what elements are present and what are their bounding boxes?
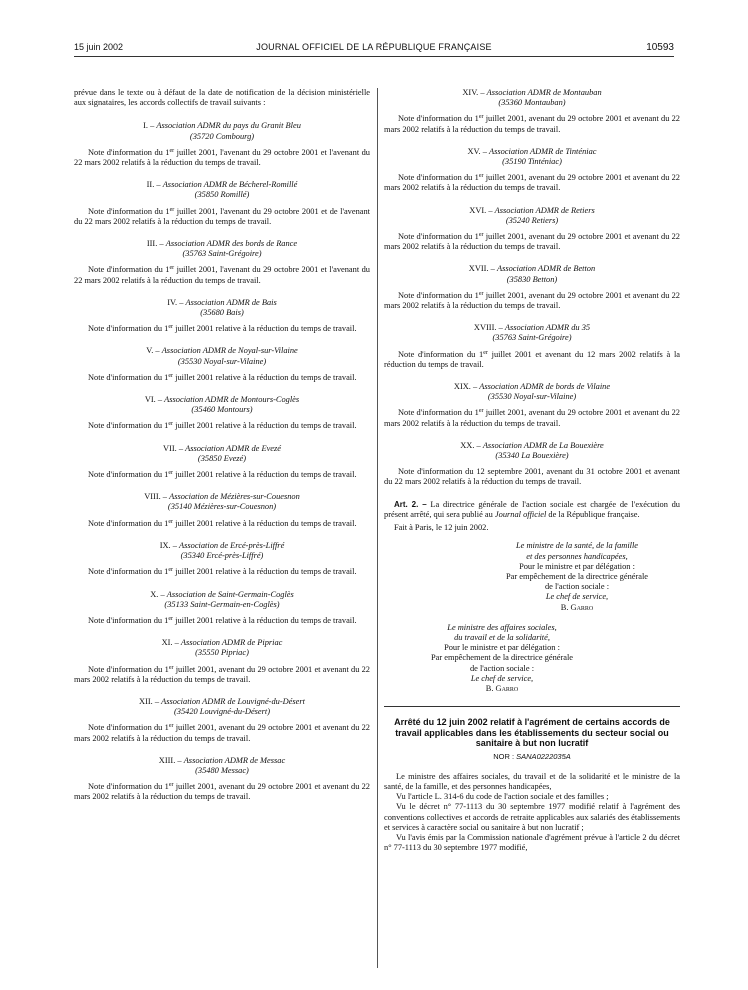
association-name [74,638,370,648]
association-title: Association ADMR de bords de Vilaine [479,382,611,392]
association-city: (35763 Saint-Grégoire) [492,333,572,343]
body-paragraph: Vu le décret n° 77-1113 du 30 septembre 1977 modifié relatif à l'agrément des conventions collectives et accords de retraite applicables aux salariés des établissements et services à caractère social ou sanitaire à but non lucratif ; [384,802,680,832]
sig2-line1: Le ministre des affaires sociales, [447,622,557,632]
association-title: Association ADMR du 35 [504,323,591,333]
dash: – [154,180,163,190]
association-number: IV. [167,297,178,307]
association-name [74,541,370,551]
association-city: (35360 Montauban) [498,98,566,108]
association-name [74,444,370,454]
association-entry [384,441,680,488]
association-note [74,567,370,577]
association-name [384,441,680,451]
note-text-a: Note d'information du 1 [88,615,169,625]
association-city: (35340 Ercé-près-Liffré) [180,551,264,561]
nor-code: SANA0222035A [516,751,571,761]
note-sup: er [478,408,484,415]
note-sup: er [478,173,484,180]
association-number: VIII. [144,492,161,502]
left-column [74,88,370,815]
note-sup: er [478,290,484,297]
note-text-b: juillet 2001 et avenant du 12 mars 2002 relatifs à la réduction du temps de travail. [384,349,680,369]
dash: – [153,346,162,356]
association-city: (35460 Montours) [191,405,253,415]
association-city: (35550 Pipriac) [195,648,249,658]
association-number: XIV. [462,88,479,97]
association-title: Association ADMR de Messac [183,755,286,765]
association-number: XI. [161,638,173,648]
association-name [384,382,680,392]
association-entry [74,590,370,627]
association-number: VII. [162,443,177,453]
sig1-name: B. Garro [560,602,594,612]
arrete-body [384,772,680,854]
association-note [384,467,680,487]
note-text-a: Note d'information du 1 [398,349,484,359]
body-paragraph: Vu l'article L. 314-6 du code de l'action sociale et des familles ; [396,792,609,802]
note-text-a: Note d'information du 1 [88,567,169,577]
association-city: (35240 Retiers) [505,215,559,225]
association-note [74,421,370,431]
association-note [74,265,370,285]
association-title: Association ADMR de Tinténiac [488,146,597,156]
association-number: I. [143,121,148,131]
association-note [74,470,370,480]
dash: – [470,382,480,392]
association-name [74,697,370,707]
nor-label: NOR : [493,751,517,761]
association-title: Association ADMR du pays du Granit Bleu [156,121,301,131]
note-text-b: juillet 2001, l'avenant du 29 octobre 2001 et l'avenant du 22 mars 2002 relatifs à la réduction du temps de travail. [74,265,370,285]
note-text-a: Note d'information du 1 [88,421,169,431]
sig1-line2: et des personnes handicapées, [526,551,628,561]
association-entry [74,492,370,529]
sig2-line2: du travail et de la solidarité, [454,632,550,642]
association-note [74,616,370,626]
association-number: XIX. [453,382,471,392]
association-entry [384,206,680,253]
association-entry [74,697,370,744]
association-name [74,346,370,356]
association-entry [74,444,370,481]
association-city: (35830 Betton) [506,274,558,284]
note-text-b: juillet 2001, avenant du 29 octobre 2001 et avenant du 22 mars 2002 relatifs à la réduction du temps de travail. [384,114,680,134]
note-text-a: Note d'information du 12 septembre 2001, avenant du 31 octobre 2001 et avenant du 22 mars 2002 relatifs à la réduction du temps de travail. [384,467,680,487]
left-association-list [74,121,370,802]
note-sup: er [478,114,484,121]
dash: – [175,755,184,765]
association-title: Association ADMR de Pipriac [180,638,283,648]
article-2-journal: Journal officiel [494,509,547,519]
association-note [384,350,680,370]
note-sup: er [168,470,174,477]
section-separator [384,706,680,707]
note-text-b: juillet 2001 relative à la réduction du temps de travail. [173,421,357,431]
note-text-a: Note d'information du 1 [88,265,170,275]
dash: – [160,492,170,502]
page-header [74,40,674,56]
association-name [74,121,370,131]
association-note [384,408,680,428]
association-number: X. [150,589,159,599]
dash: – [474,440,483,450]
association-name [384,88,680,98]
note-text-a: Note d'information du 1 [88,664,169,674]
dash: – [488,264,497,274]
note-sup: er [168,372,174,379]
body-paragraph: Le ministre des affaires sociales, du travail et de la solidarité et le ministre de la santé, de la famille, et des personnes handicapées, [384,771,680,792]
note-text-a: Note d'information du 1 [398,173,479,183]
association-name [384,206,680,216]
note-text-b: juillet 2001 relative à la réduction du temps de travail. [173,324,357,334]
association-title: Association de Mézières-sur-Couesnon [169,492,300,502]
association-title: Association ADMR de Louvigné-du-Désert [161,696,305,706]
association-name [74,180,370,190]
association-title: Association ADMR de Bécherel-Romillé [162,180,298,190]
association-title: Association ADMR de Bais [185,297,277,307]
note-text-b: juillet 2001, avenant du 29 octobre 2001 et avenant du 22 mars 2002 relatifs à la réduction du temps de travail. [384,173,680,193]
association-entry [384,147,680,194]
dash: – [147,121,157,131]
note-text-a: Note d'information du 1 [398,408,479,418]
note-text-a: Note d'information du 1 [398,290,479,300]
association-entry [384,264,680,311]
note-sup: er [478,232,484,239]
note-sup: er [168,567,174,574]
column-divider [377,88,378,968]
association-note [74,782,370,802]
sig2-line5: de l'action sociale : [469,663,535,673]
right-association-list [384,88,680,488]
association-entry [384,88,680,135]
association-city: (35680 Bais) [200,308,244,318]
association-number: XVI. [469,205,487,215]
association-title: Association ADMR de Betton [496,264,596,274]
association-number: II. [146,180,155,190]
association-number: XIII. [158,755,176,765]
note-text-a: Note d'information du 1 [88,147,170,157]
association-note [74,324,370,334]
article-2-text-b: de la République française. [546,509,640,519]
association-note [74,519,370,529]
association-city: (35763 Saint-Grégoire) [182,249,262,259]
association-city: (35480 Messac) [195,765,249,775]
dash: – [496,323,505,333]
association-title: Association de Saint-Germain-Coglès [166,589,294,599]
association-city: (35530 Noyal-sur-Vilaine) [177,356,267,366]
association-entry [74,541,370,578]
association-note [74,665,370,685]
association-city: (35850 Evezé) [197,453,247,463]
body-paragraph: Vu l'avis émis par la Commission nationale d'agrément prévue à l'article 2 du décret n° 77-1113 du 30 septembre 1977 modifié, [384,833,680,853]
association-name [74,590,370,600]
association-name [384,147,680,157]
nor-reference [384,752,680,762]
page-number: 10593 [646,42,674,53]
article-2-label: Art. 2. – [394,499,427,509]
note-text-a: Note d'information du 1 [88,206,170,216]
association-city: (35850 Romillé) [194,190,250,200]
journal-title: JOURNAL OFFICIEL DE LA RÉPUBLIQUE FRANÇAISE [256,42,492,52]
association-note [74,207,370,227]
note-sup: er [168,518,174,525]
association-title: Association ADMR de Noyal-sur-Vilaine [161,346,298,356]
association-city: (35720 Combourg) [189,131,255,141]
association-number: XVIII. [473,323,497,333]
note-text-b: juillet 2001 relative à la réduction du temps de travail. [173,567,357,577]
note-text-b: juillet 2001, avenant du 29 octobre 2001 et avenant du 22 mars 2002 relatifs à la réduction du temps de travail. [384,408,680,428]
association-name [74,756,370,766]
right-column [384,88,680,853]
note-sup: er [168,324,174,331]
association-entry [74,756,370,803]
association-note [384,232,680,252]
association-name [74,298,370,308]
association-number: V. [146,346,154,356]
association-name [74,395,370,405]
note-text-a: Note d'information du 1 [88,470,169,480]
note-text-b: juillet 2001, avenant du 29 octobre 2001 et avenant du 22 mars 2002 relatifs à la réduction du temps de travail. [74,782,370,802]
association-city: (35140 Mézières-sur-Couesnon) [167,502,277,512]
note-text-b: juillet 2001, l'avenant du 29 octobre 2001 et l'avenant du 22 mars 2002 relatifs à la réduction du temps de travail. [74,147,370,168]
sig2-name: B. Garro [485,683,519,693]
intro-paragraph: prévue dans le texte ou à défaut de la date de notification de la décision ministérielle aux signataires, les accords collectifs de travail suivants : [74,88,370,108]
article-2 [384,500,680,520]
note-sup: er [169,206,175,213]
dash: – [172,638,181,648]
association-title: Association ADMR de Montours-Coglès [164,395,300,405]
note-text-a: Note d'information du 1 [88,372,169,382]
association-entry [74,298,370,335]
sig2-line3: Pour le ministre et par délégation : [444,643,560,653]
association-number: III. [146,239,158,249]
note-sup: er [169,265,175,272]
dash: – [176,443,186,453]
association-number: XVII. [468,264,489,274]
note-text-b: juillet 2001 relative à la réduction du temps de travail. [173,615,357,625]
note-text-b: juillet 2001 relative à la réduction du temps de travail. [173,518,357,528]
arrete-title: Arrêté du 12 juin 2002 relatif à l'agrément de certains accords de travail applicables dans les établissements du secteur social ou sanitaire à but non lucratif [394,717,670,749]
note-sup: er [483,349,488,356]
association-entry [74,121,370,168]
dash: – [157,239,166,249]
note-text-b: juillet 2001, avenant du 29 octobre 2001 et avenant du 22 mars 2002 relatifs à la réduction du temps de travail. [384,290,680,311]
note-text-b: juillet 2001, avenant du 29 octobre 2001 et avenant du 22 mars 2002 relatifs à la réduction du temps de travail. [74,723,370,743]
association-entry [74,395,370,432]
sig1-line4: Par empêchement de la directrice générale [505,571,649,581]
association-note [384,291,680,311]
association-number: XV. [467,146,481,156]
dash: – [486,205,495,215]
dash: – [152,696,162,706]
association-entry [74,638,370,685]
note-sup: er [168,421,174,428]
association-note [384,173,680,193]
signature-block-sante [474,541,680,612]
note-text-a: Note d'information du 1 [398,114,479,124]
article-2-text-a: La directrice générale de l'action sociale est chargée de l'exécution du présent arrêté, qui sera publié au [384,499,680,519]
association-number: XX. [460,440,475,450]
sig1-line5: de l'action sociale : [544,582,610,592]
association-name [384,323,680,333]
dash: – [480,146,489,156]
note-text-b: juillet 2001, avenant du 29 octobre 2001 et avenant du 22 mars 2002 relatifs à la réduction du temps de travail. [384,232,680,252]
fait-a-paris: Fait à Paris, le 12 juin 2002. [394,523,489,533]
note-sup: er [168,615,174,622]
association-title: Association ADMR de La Bouexière [482,440,604,450]
sig2-line4: Par empêchement de la directrice générale [430,653,574,663]
sig1-line1: Le ministre de la santé, de la famille [515,541,639,551]
note-text-b: juillet 2001, avenant du 29 octobre 2001 et avenant du 22 mars 2002 relatifs à la réduction du temps de travail. [74,664,370,684]
association-entry [384,323,680,370]
sig1-line6: Le chef de service, [545,592,609,602]
note-text-a: Note d'information du 1 [88,518,169,528]
association-title: Association de Ercé-près-Liffré [179,540,285,550]
association-title: Association ADMR de Montauban [486,88,602,97]
association-city: (35530 Noyal-sur-Vilaine) [487,392,577,402]
association-name [384,264,680,274]
note-text-a: Note d'information du 1 [88,782,169,792]
signature-block-affaires-sociales [384,623,620,694]
association-note [74,148,370,168]
association-city: (35340 La Bouexière) [495,451,569,461]
header-rule [74,56,674,57]
association-entry [74,239,370,286]
note-sup: er [168,782,174,789]
association-number: IX. [159,540,171,550]
header-date: 15 juin 2002 [74,42,124,52]
note-text-a: Note d'information du 1 [88,324,169,334]
association-entry [74,180,370,227]
association-city: (35420 Louvigné-du-Désert) [173,707,271,717]
note-sup: er [169,147,175,154]
sig1-line3: Pour le ministre et par délégation : [519,561,635,571]
note-text-a: Note d'information du 1 [88,723,169,733]
association-title: Association ADMR des bords de Rance [165,239,298,249]
association-number: VI. [144,395,156,405]
association-number: XII. [139,696,153,706]
association-note [384,114,680,134]
association-city: (35133 Saint-Germain-en-Coglès) [164,599,280,609]
association-title: Association ADMR de Retiers [494,205,595,215]
association-name [74,492,370,502]
dash: – [170,540,179,550]
dash: – [155,395,165,405]
note-text-b: juillet 2001, l'avenant du 29 octobre 2001 et de l'avenant du 22 mars 2002 relatifs à la réduction du temps de travail. [74,206,370,226]
note-text-a: Note d'information du 1 [398,232,479,242]
sig2-line6: Le chef de service, [470,673,534,683]
note-text-b: juillet 2001 relative à la réduction du temps de travail. [173,372,357,382]
note-sup: er [168,723,174,730]
dash: – [177,297,186,307]
dash: – [478,88,487,97]
association-entry [74,346,370,383]
association-note [74,373,370,383]
note-sup: er [168,664,174,671]
association-city: (35190 Tinténiac) [502,157,562,167]
association-note [74,723,370,743]
dash: – [158,589,167,599]
note-text-b: juillet 2001 relative à la réduction du temps de travail. [173,470,357,480]
association-name [74,239,370,249]
association-entry [384,382,680,429]
association-title: Association ADMR de Evezé [185,443,281,453]
